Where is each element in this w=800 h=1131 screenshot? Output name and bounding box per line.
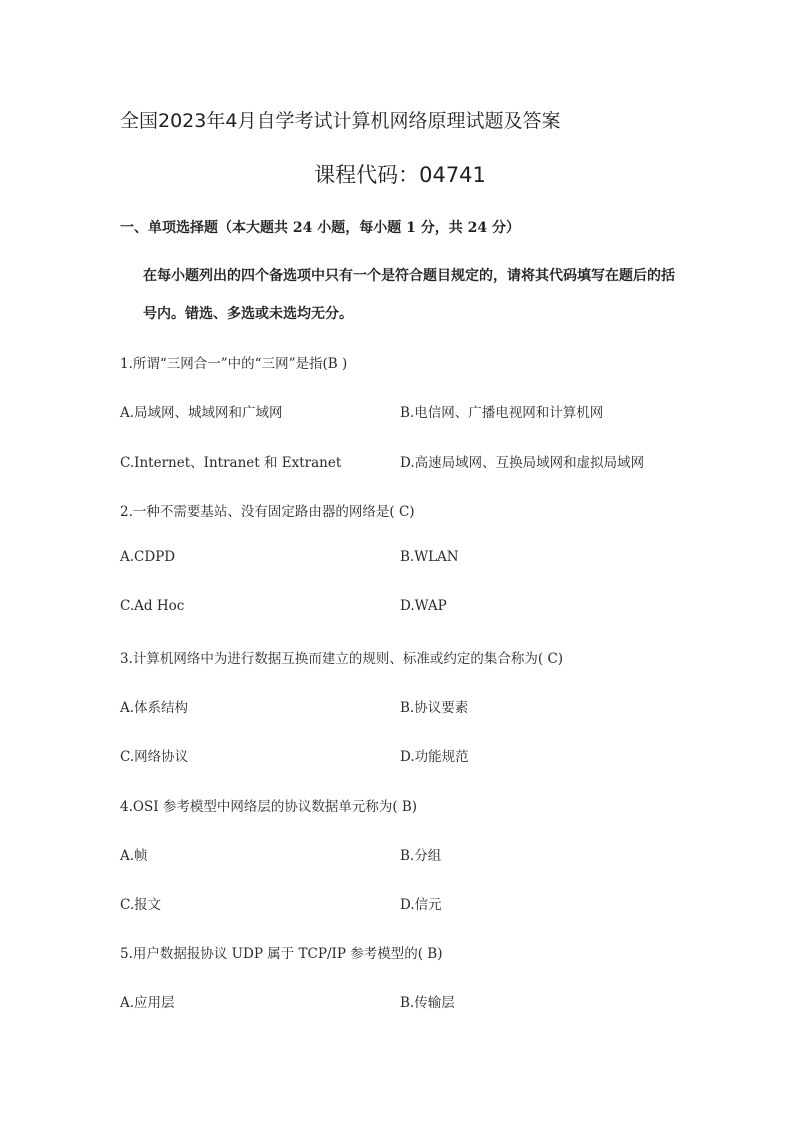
question-3: 3.计算机网络中为进行数据互换而建立的规则、标准或约定的集合称为( C): [120, 651, 564, 667]
question-1-option-a: A.局域网、城域网和广域网: [120, 405, 283, 421]
question-4-option-a: A.帧: [120, 848, 148, 864]
instructions: 在每小题列出的四个备选项中只有一个是符合题目规定的，请将其代码填写在题后的括号内。错选、多选或未选均无分。: [143, 268, 675, 322]
question-4-option-b: B.分组: [400, 848, 442, 864]
question-2: 2.一种不需要基站、没有固定路由器的网络是( C): [120, 504, 415, 520]
question-2-option-b: B.WLAN: [400, 549, 459, 565]
document-title: 全国2023年4月自学考试计算机网络原理试题及答案: [120, 110, 561, 132]
section-heading: 一、单项选择题（本大题共 24 小题，每小题 1 分，共 24 分）: [120, 220, 520, 236]
question-3-option-c: C.网络协议: [120, 749, 189, 765]
question-4: 4.OSI 参考模型中网络层的协议数据单元称为( B): [120, 799, 418, 815]
question-2-option-d: D.WAP: [400, 598, 447, 614]
question-5-option-a: A.应用层: [120, 995, 175, 1011]
question-1-option-b: B.电信网、广播电视网和计算机网: [400, 405, 604, 421]
question-1: 1.所谓“三网合一”中的“三网”是指(B ): [120, 356, 348, 372]
question-4-option-d: D.信元: [400, 897, 442, 913]
question-3-option-a: A.体系结构: [120, 700, 189, 716]
question-4-option-c: C.报文: [120, 897, 162, 913]
question-5-option-b: B.传输层: [400, 995, 455, 1011]
question-2-option-c: C.Ad Hoc: [120, 598, 185, 614]
question-1-option-d: D.高速局域网、互换局域网和虚拟局域网: [400, 455, 645, 471]
question-3-option-b: B.协议要素: [400, 700, 469, 716]
question-5: 5.用户数据报协议 UDP 属于 TCP/IP 参考模型的( B): [120, 946, 443, 962]
question-2-option-a: A.CDPD: [120, 549, 176, 565]
course-code: 课程代码：04741: [314, 163, 486, 187]
question-3-option-d: D.功能规范: [400, 749, 469, 765]
question-1-option-c: C.Internet、Intranet 和 Extranet: [120, 455, 342, 471]
